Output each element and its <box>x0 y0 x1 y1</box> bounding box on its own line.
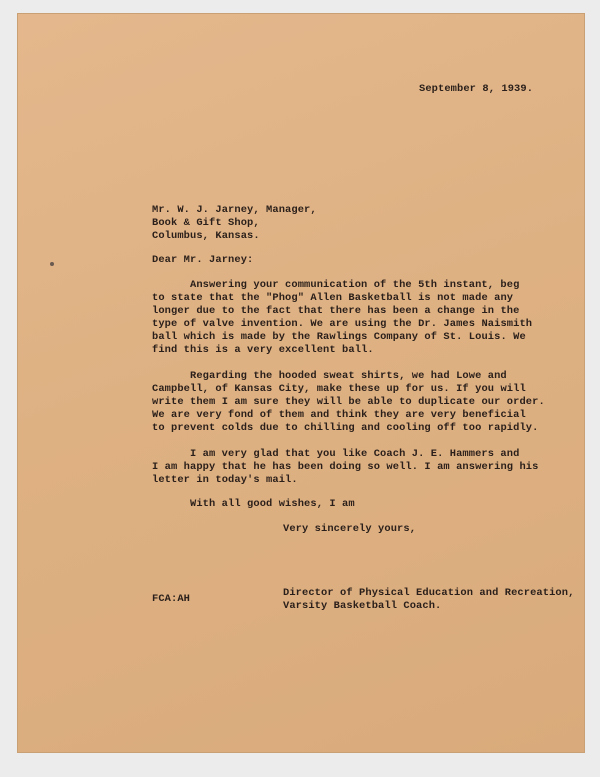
paragraph-2-line-3: write them I am sure they will be able to duplicate our order. <box>152 396 545 408</box>
signature-title-line-2: Varsity Basketball Coach. <box>283 600 442 612</box>
paragraph-2-line-4: We are very fond of them and think they are very beneficial <box>152 409 526 421</box>
paragraph-4-line-1: With all good wishes, I am <box>190 498 355 510</box>
salutation: Dear Mr. Jarney: <box>152 254 254 266</box>
letter-date: September 8, 1939. <box>419 83 534 95</box>
paragraph-2-line-1: Regarding the hooded sweat shirts, we had Lowe and <box>190 370 507 382</box>
paragraph-3-line-1: I am very glad that you like Coach J. E. Hammers and <box>190 448 520 460</box>
paragraph-1-line-3: longer due to the fact that there has been a change in the <box>152 305 520 317</box>
paragraph-1-line-2: to state that the "Phog" Allen Basketball is not made any <box>152 292 514 304</box>
recipient-line-2: Book & Gift Shop, <box>152 217 260 229</box>
paragraph-3-line-3: letter in today's mail. <box>152 474 298 486</box>
paragraph-1-line-1: Answering your communication of the 5th instant, beg <box>190 279 520 291</box>
paragraph-1-line-5: ball which is made by the Rawlings Company of St. Louis. We <box>152 331 526 343</box>
closing: Very sincerely yours, <box>283 523 417 535</box>
typist-initials: FCA:AH <box>152 593 191 605</box>
paragraph-1-line-4: type of valve invention. We are using the Dr. James Naismith <box>152 318 533 330</box>
signature-title-line-1: Director of Physical Education and Recreation, <box>283 587 575 599</box>
paper-mark <box>50 262 54 266</box>
recipient-line-1: Mr. W. J. Jarney, Manager, <box>152 204 317 216</box>
paragraph-1-line-6: find this is a very excellent ball. <box>152 344 374 356</box>
paragraph-2-line-5: to prevent colds due to chilling and cooling off too rapidly. <box>152 422 539 434</box>
paragraph-2-line-2: Campbell, of Kansas City, make these up for us. If you will <box>152 383 526 395</box>
recipient-line-3: Columbus, Kansas. <box>152 230 260 242</box>
paragraph-3-line-2: I am happy that he has been doing so well. I am answering his <box>152 461 539 473</box>
